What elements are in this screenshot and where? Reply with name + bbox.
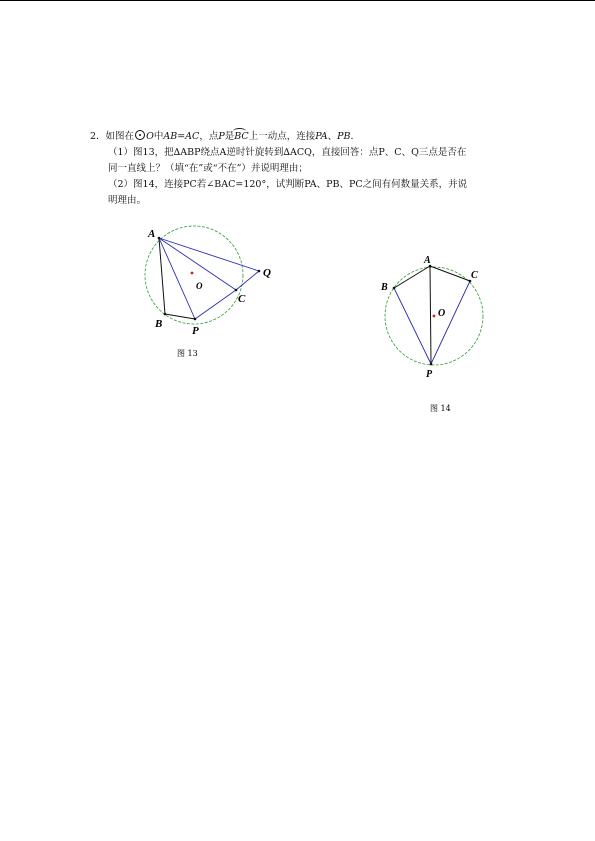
- fig13-label-b: B: [155, 318, 163, 330]
- fig14-caption: 图 14: [430, 404, 451, 413]
- question-1-line-1: （1）图13，把∆ABP绕点A逆时针旋转到∆ACQ，直接回答：点P、C、Q三点是否在: [108, 147, 467, 158]
- fig14-segment-ap: [430, 266, 431, 364]
- stem-text: ，点: [199, 131, 219, 142]
- fig13-point-q-dot: [258, 270, 261, 273]
- stem-text: 是: [224, 131, 235, 142]
- stem-text: 中: [153, 131, 164, 142]
- fig13-point-p-dot: [194, 318, 197, 321]
- fig14-point-b-dot: [393, 287, 396, 290]
- question-2-line-1: （2）图14，连接PC若∠BAC=120°，试判断PA、PB、PC之间有何数量关系，并说: [108, 179, 468, 190]
- fig13-label-p: P: [192, 325, 199, 337]
- fig14-label-b: B: [381, 282, 388, 293]
- stem-circle-name: O: [146, 131, 154, 142]
- stem-text: ．: [350, 131, 360, 142]
- stem-segment: PA: [315, 131, 328, 142]
- fig13-label-a: A: [148, 228, 156, 240]
- stem-segment: PB: [337, 131, 351, 142]
- fig14-segment-bp: [394, 288, 431, 364]
- fig13-point-c-dot: [235, 289, 238, 292]
- fig13-point-a-dot: [158, 237, 161, 240]
- stem-text: 上一动点，连接: [248, 131, 316, 142]
- fig14-label-p: P: [426, 369, 433, 380]
- stem-point: P: [218, 131, 225, 142]
- figure-13: [145, 226, 271, 358]
- fig13-segment-bp: [165, 314, 195, 319]
- fig13-segment-pc: [195, 290, 236, 319]
- fig13-label-q: Q: [263, 267, 271, 279]
- fig13-label-c: C: [238, 293, 246, 305]
- fig14-center-dot: [433, 315, 436, 318]
- fig14-label-c: C: [471, 270, 478, 281]
- stem-arc: BC: [234, 131, 249, 142]
- figure-14: [380, 255, 483, 413]
- question-1-line-2: 同一直线上？（填“在”或“不在”）并说明理由；: [108, 163, 308, 174]
- fig14-segment-ba: [394, 266, 430, 288]
- fig13-segment-cq: [236, 271, 259, 290]
- stem-text: 如图在: [105, 131, 135, 142]
- question-2-line-2: 明理由。: [108, 195, 147, 206]
- fig14-point-p-dot: [430, 363, 433, 366]
- fig13-segment-aq: [159, 238, 259, 271]
- fig14-label-a: A: [424, 255, 431, 266]
- fig13-caption: 图 13: [177, 349, 198, 358]
- stem-text: 、: [327, 131, 338, 142]
- fig14-label-o: O: [438, 308, 446, 319]
- fig14-segment-ac: [430, 266, 470, 281]
- problem-number: 2．: [90, 131, 106, 142]
- fig13-label-o: O: [196, 281, 203, 291]
- stem-equation: AB=AC: [163, 131, 200, 142]
- fig13-center-dot: [191, 272, 194, 275]
- fig13-point-b-dot: [164, 313, 167, 316]
- fig14-segment-cp: [431, 281, 470, 364]
